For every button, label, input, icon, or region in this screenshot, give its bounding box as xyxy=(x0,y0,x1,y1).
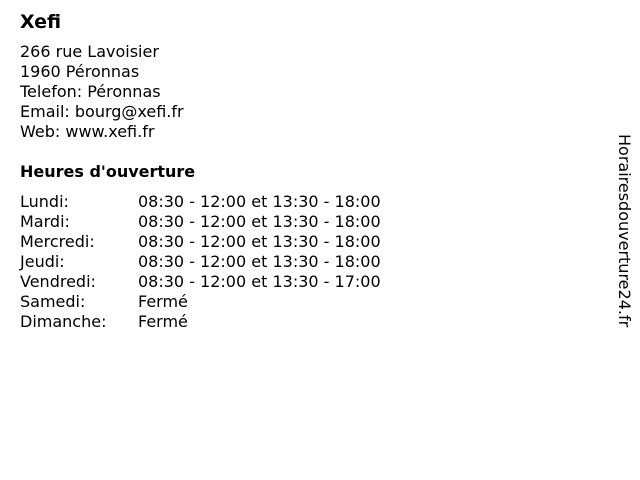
day-label: Mardi: xyxy=(20,212,70,231)
hours-row-tuesday xyxy=(20,212,381,232)
business-card xyxy=(20,10,580,332)
day-hours: 08:30 - 12:00 et 13:30 - 18:00 xyxy=(138,232,381,251)
day-hours: 08:30 - 12:00 et 13:30 - 17:00 xyxy=(138,272,381,291)
day-label: Mercredi: xyxy=(20,232,95,251)
day-label: Vendredi: xyxy=(20,272,96,291)
web-line: Web: www.xefi.fr xyxy=(20,122,155,141)
day-hours: Fermé xyxy=(138,312,188,331)
day-hours: 08:30 - 12:00 et 13:30 - 18:00 xyxy=(138,192,381,211)
hours-row-friday xyxy=(20,272,381,292)
hours-row-saturday xyxy=(20,292,381,312)
city-address: 1960 Péronnas xyxy=(20,62,140,81)
hours-row-monday xyxy=(20,192,381,212)
day-hours: 08:30 - 12:00 et 13:30 - 18:00 xyxy=(138,252,381,271)
day-label: Samedi: xyxy=(20,292,86,311)
opening-hours-table xyxy=(20,192,381,332)
opening-hours-heading: Heures d'ouverture xyxy=(20,162,196,181)
day-label: Dimanche: xyxy=(20,312,107,331)
hours-row-sunday xyxy=(20,312,381,332)
street-address: 266 rue Lavoisier xyxy=(20,42,159,61)
phone-line: Telefon: Péronnas xyxy=(20,82,161,101)
day-hours: Fermé xyxy=(138,292,188,311)
day-label: Lundi: xyxy=(20,192,69,211)
day-hours: 08:30 - 12:00 et 13:30 - 18:00 xyxy=(138,212,381,231)
email-line: Email: bourg@xefi.fr xyxy=(20,102,184,121)
business-name: Xefi xyxy=(20,11,62,33)
hours-row-wednesday xyxy=(20,232,381,252)
day-label: Jeudi: xyxy=(20,252,65,271)
hours-row-thursday xyxy=(20,252,381,272)
site-watermark: Horairesdouverture24.fr xyxy=(615,134,634,328)
